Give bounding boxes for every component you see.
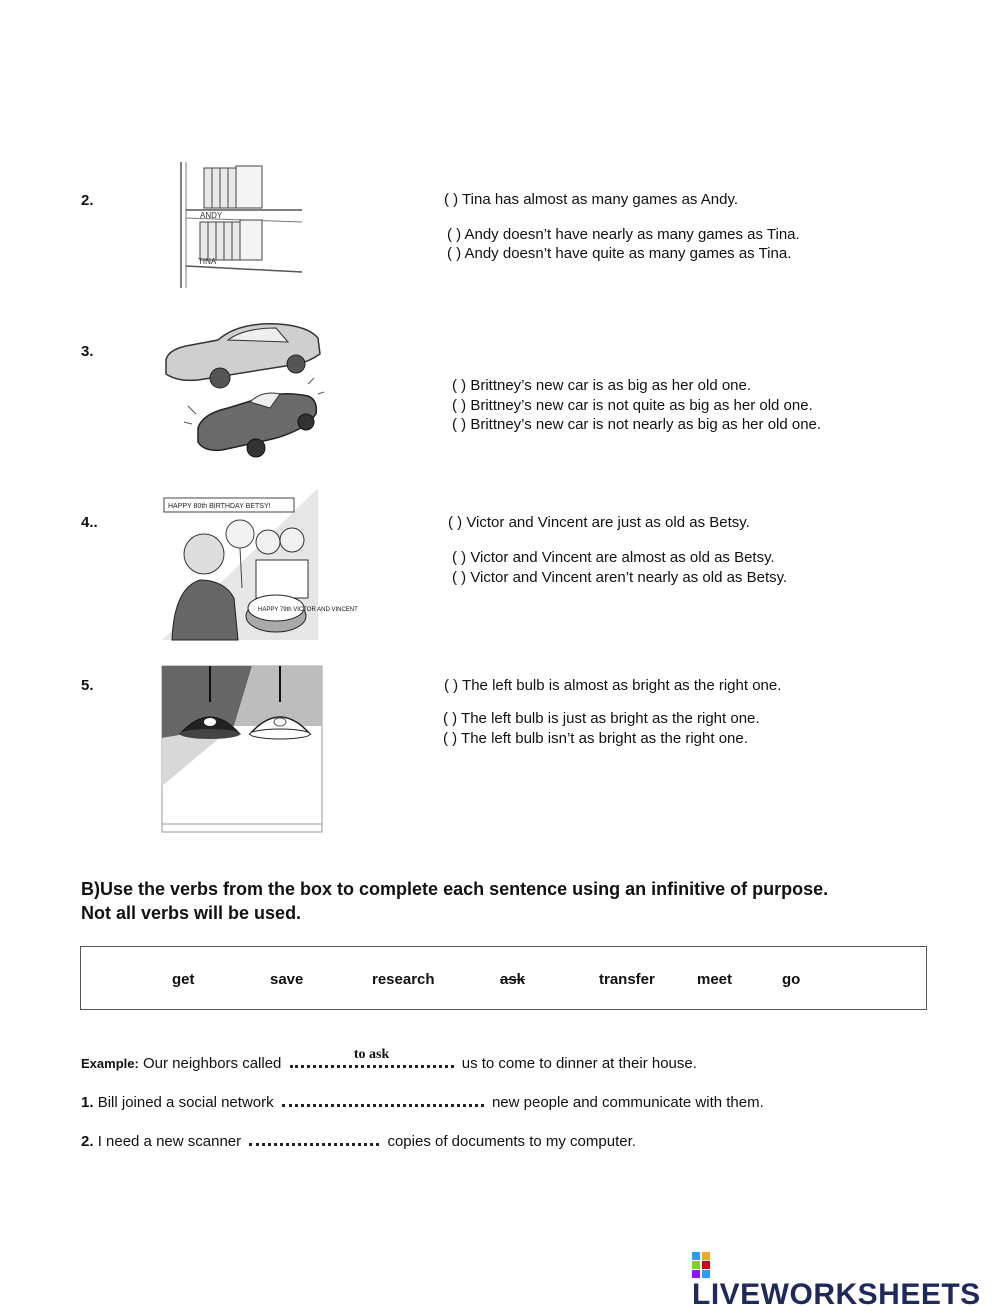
sentence-before: I need a new scanner (97, 1133, 242, 1150)
cake-label: HAPPY 79th VICTOR AND VINCENT (258, 607, 358, 613)
option-row[interactable]: ( ) The left bulb is just as bright as the right one. (443, 710, 760, 727)
sentence-after: copies of documents to my computer. (387, 1133, 636, 1150)
example-answer: to ask (353, 1047, 390, 1062)
sentence-after: us to come to dinner at their house. (461, 1055, 697, 1072)
word-save: save (270, 971, 304, 988)
lamps-illustration (160, 666, 324, 836)
option-row[interactable]: ( ) Brittney’s new car is not nearly as big as her old one. (452, 416, 822, 433)
example-sentence (81, 1047, 697, 1072)
word-go: go (782, 971, 801, 988)
logo-text: LIVEWORKSHEETS (692, 1278, 981, 1311)
sentence-2 (81, 1129, 636, 1150)
liveworksheets-logo-icon (692, 1252, 710, 1278)
option-row[interactable]: ( ) Victor and Vincent are almost as old as Betsy. (452, 549, 775, 566)
option-row[interactable]: ( ) Andy doesn’t have quite as many games as Tina. (447, 245, 792, 262)
item-number: 5. (81, 677, 94, 694)
option-row[interactable]: ( ) Victor and Vincent aren’t nearly as old as Betsy. (452, 569, 788, 586)
item-number: 4.. (81, 514, 98, 531)
option-row[interactable]: ( ) Andy doesn’t have nearly as many games as Tina. (447, 226, 800, 243)
birthday-illustration (162, 488, 358, 640)
tina-label: TINA (198, 257, 217, 266)
sentence-number: 1. (81, 1094, 94, 1111)
word-meet: meet (697, 971, 733, 988)
word-transfer: transfer (599, 971, 655, 988)
answer-blank[interactable] (249, 1129, 379, 1146)
heading-line: Not all verbs will be used. (81, 903, 302, 923)
sentence-number: 2. (81, 1133, 94, 1150)
option-row[interactable]: ( ) The left bulb isn’t as bright as the right one. (443, 730, 748, 747)
item-number: 3. (81, 343, 94, 360)
betsy-banner: HAPPY 80th BIRTHDAY BETSY! (168, 503, 271, 510)
liveworksheets-logo (692, 1252, 1000, 1312)
option-row[interactable]: ( ) Tina has almost as many games as Andy. (444, 191, 739, 208)
option-row[interactable]: ( ) Brittney’s new car is not quite as big as her old one. (452, 397, 813, 414)
example-label: Example: (81, 1056, 139, 1071)
answer-blank (290, 1047, 454, 1068)
sentence-before: Bill joined a social network (97, 1094, 274, 1111)
item-number: 2. (81, 192, 94, 209)
heading-line: B)Use the verbs from the box to complete each sentence using an infinitive of purpose. (81, 879, 829, 899)
bookshelf-illustration (178, 162, 302, 288)
answer-blank[interactable] (282, 1090, 484, 1107)
word-research: research (372, 971, 435, 988)
word-get: get (172, 971, 195, 988)
section-b-heading (81, 877, 828, 925)
word-box (80, 946, 927, 1010)
cars-illustration (158, 318, 324, 464)
andy-label: ANDY (200, 211, 223, 220)
sentence-before: Our neighbors called (142, 1055, 282, 1072)
sentence-1 (81, 1090, 764, 1111)
option-row[interactable]: ( ) Victor and Vincent are just as old as Betsy. (448, 514, 750, 531)
option-row[interactable]: ( ) The left bulb is almost as bright as the right one. (444, 677, 782, 694)
word-ask: ask (500, 971, 526, 988)
option-row[interactable]: ( ) Brittney’s new car is as big as her old one. (452, 377, 752, 394)
sentence-after: new people and communicate with them. (491, 1094, 764, 1111)
